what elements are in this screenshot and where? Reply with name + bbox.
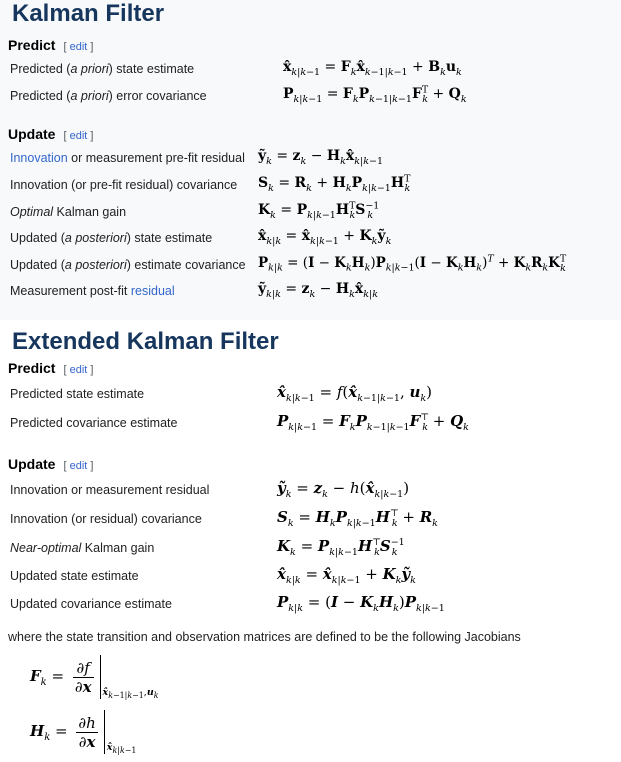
ekf-predict-state-formula: $x̂_{k|k-1}$ = $f(x̂_{k-1|k-1}$, $u_k$) xyxy=(277,383,433,404)
innovation-link[interactable]: Innovation xyxy=(10,151,68,165)
ekf-update-heading: Update [ edit ] xyxy=(8,456,94,472)
kf-innovation-cov-formula: $S_k = R_k + H_kP_{k|k-1}H^T_k$ xyxy=(258,173,411,194)
kf-updated-state-label: Updated (a posteriori) state estimate xyxy=(10,231,213,245)
kf-predict-heading: Predict [ edit ] xyxy=(8,37,94,53)
ekf-innovation-cov-label: Innovation (or residual) covariance xyxy=(10,512,202,526)
jacobian-text: where the state transition and observation matrices are defined to be the following Jacobians xyxy=(8,630,521,644)
ekf-gain-label: Near-optimal Kalman gain xyxy=(10,541,155,555)
kf-updated-cov-formula: $P_{k|k} = (I - K_kH_k)P_{k|k-1}(I - K_kH_k)^T + K_kR_kK^T_k$ xyxy=(258,253,567,274)
kf-postfit-label: Measurement post-fit residual xyxy=(10,284,175,298)
kf-gain-formula: $K_k = P_{k|k-1}H^T_kS^{-1}_k$ xyxy=(258,200,380,221)
ekf-title: Extended Kalman Filter xyxy=(12,328,279,355)
kf-innovation-formula: ỹ$_k$ = $z_k$ − $H_kx̂_{k|k-1}$ xyxy=(258,148,384,167)
jacobian-F: $F_k$ = $\frac{\partial f}{\partial x}$ $_{x̂_{k-1|k-1},u_k}$ xyxy=(30,655,159,699)
ekf-innovation-cov-formula: $S_k = H_kP_{k|k-1}H^⊤_k + R_k$ xyxy=(277,508,438,529)
ekf-predict-edit-link[interactable]: edit xyxy=(69,364,88,376)
kf-predict-state-formula: $x̂_{k|k-1}$ = $F_kx̂_{k-1|k-1} + B_ku_k$ xyxy=(283,59,462,78)
jacobian-H: $H_k$ = $\frac{\partial h}{\partial x}$ $_{x̂_{k|k-1}}$ xyxy=(30,710,136,754)
ekf-gain-formula: $K_k = P_{k|k-1}H^⊤_kS^{-1}_k$ xyxy=(277,537,405,558)
kf-update-edit-link[interactable]: edit xyxy=(69,130,88,142)
ekf-predict-state-label: Predicted state estimate xyxy=(10,387,145,401)
kf-updated-state-formula: $x̂_{k|k}$ = $x̂_{k|k-1}$ + $K_kỹ_k$ xyxy=(258,228,392,247)
kf-update-heading: Update [ edit ] xyxy=(8,126,94,142)
ekf-updated-state-formula: $x̂_{k|k}$ = $x̂_{k|k-1}$ + $K_kỹ_k$ xyxy=(277,565,416,586)
kf-predict-cov-formula: $P_{k|k-1} = F_kP_{k-1|k-1}F^T_k + Q_k$ xyxy=(283,84,467,105)
ekf-predict-cov-formula: $P_{k|k-1} = F_kP_{k-1|k-1}F^⊤_k + Q_k$ xyxy=(277,412,469,433)
ekf-innovation-label: Innovation or measurement residual xyxy=(10,483,210,497)
kalman-filter-title: Kalman Filter xyxy=(12,0,165,27)
ekf-update-edit-link[interactable]: edit xyxy=(69,460,88,472)
kf-updated-cov-label: Updated (a posteriori) estimate covariance xyxy=(10,258,246,272)
kf-innovation-cov-label: Innovation (or pre-fit residual) covariance xyxy=(10,178,238,192)
kf-postfit-formula: ỹ$_{k|k}$ = $z_k$ − $H_kx̂_{k|k}$ xyxy=(258,281,378,300)
ekf-updated-state-label: Updated state estimate xyxy=(10,569,139,583)
kf-innovation-label: Innovation or measurement pre-fit residual xyxy=(10,151,245,165)
kf-predict-edit-link[interactable]: edit xyxy=(69,41,88,53)
ekf-predict-cov-label: Predicted covariance estimate xyxy=(10,416,178,430)
ekf-updated-cov-formula: $P_{k|k} = (I - K_kH_k)P_{k|k-1}$ xyxy=(277,593,445,614)
kf-predict-cov-label: Predicted (a priori) error covariance xyxy=(10,89,207,103)
ekf-predict-heading: Predict [ edit ] xyxy=(8,360,94,376)
kf-predict-state-label: Predicted (a priori) state estimate xyxy=(10,62,195,76)
kf-gain-label: Optimal Kalman gain xyxy=(10,205,127,219)
residual-link[interactable]: residual xyxy=(130,284,175,298)
ekf-updated-cov-label: Updated covariance estimate xyxy=(10,597,172,611)
ekf-innovation-formula: ỹ$_k$ = $z_k$ − $h(x̂_{k|k-1})$ xyxy=(277,479,410,500)
